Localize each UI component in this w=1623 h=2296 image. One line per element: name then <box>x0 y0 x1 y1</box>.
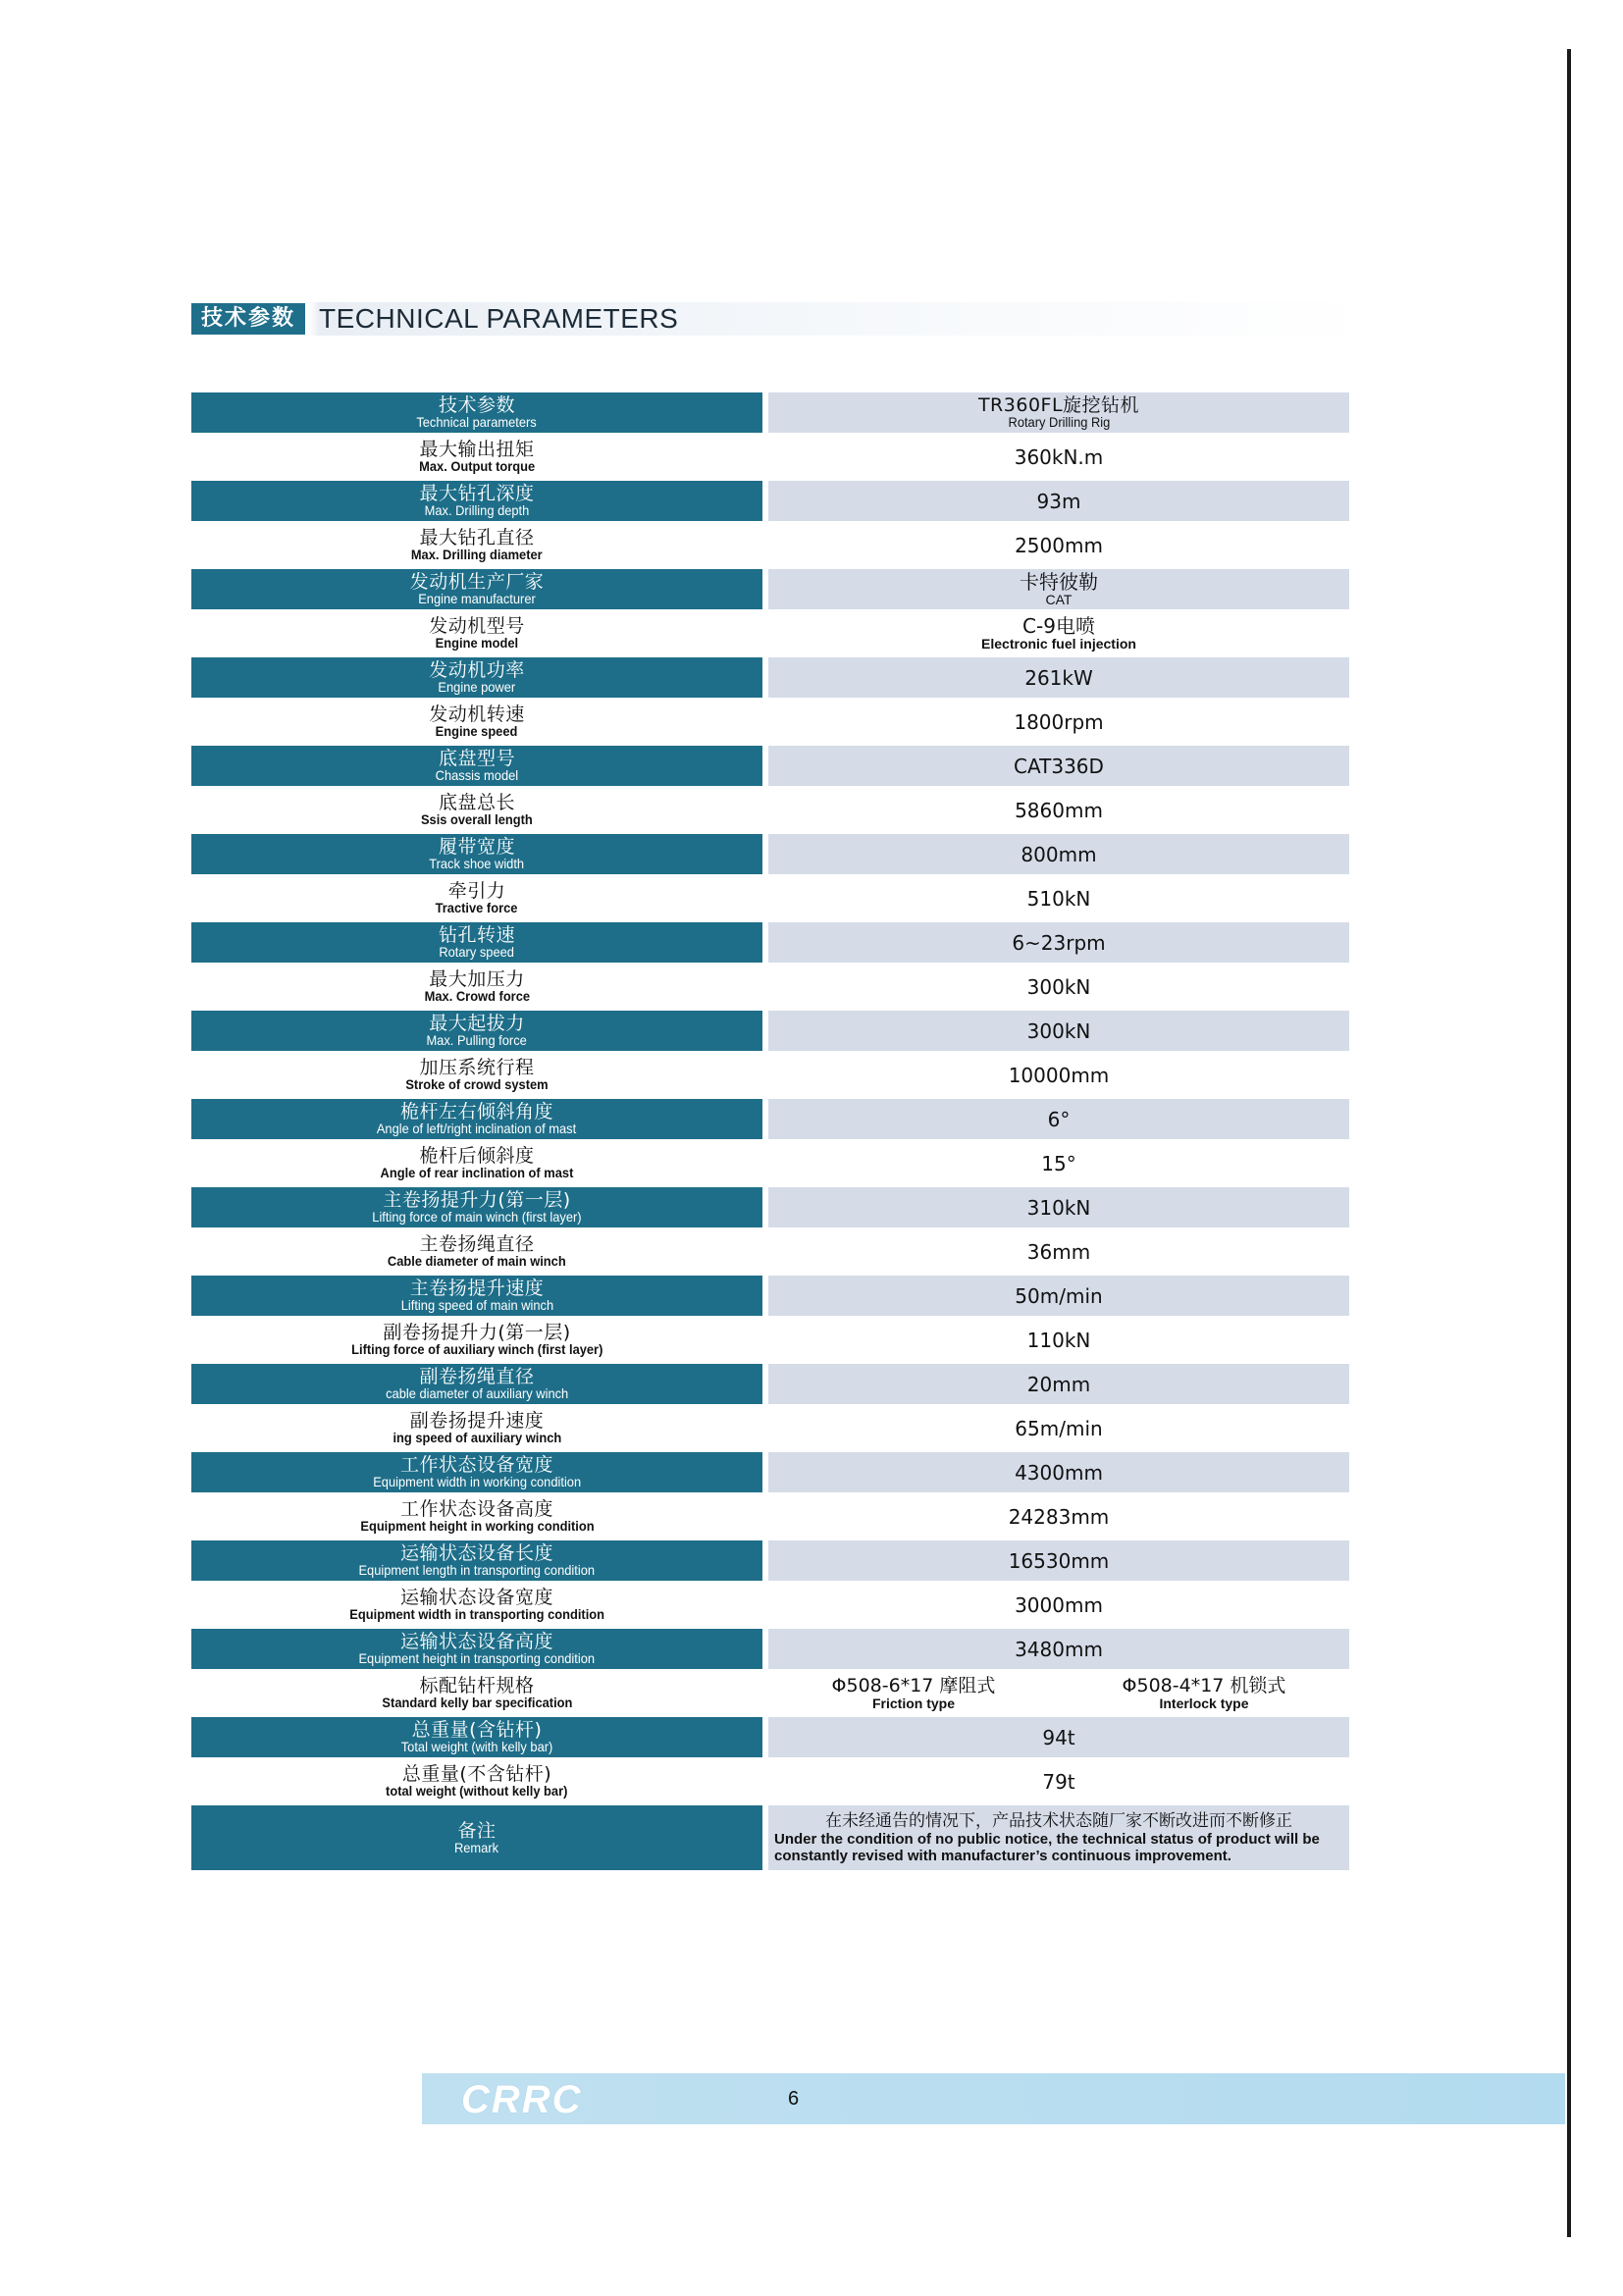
param-value: C-9电喷 <box>1022 614 1095 638</box>
param-cn: 最大起拔力 <box>429 1013 525 1034</box>
param-value: 6~23rpm <box>1012 930 1106 955</box>
param-en: Engine model <box>435 635 519 651</box>
kelly-friction-type: Friction type <box>871 1696 955 1711</box>
remark-label-cell <box>191 1805 762 1870</box>
param-value: 360kN.m <box>1014 444 1104 469</box>
param-value-sub: Electronic fuel injection <box>981 636 1136 652</box>
param-cell <box>191 1229 762 1274</box>
table-row-remark <box>191 1803 1349 1872</box>
param-value: 3480mm <box>1015 1637 1103 1661</box>
param-cn: 底盘总长 <box>438 792 515 813</box>
param-header-cell <box>191 392 762 433</box>
value-cell <box>768 834 1349 874</box>
param-value: 1800rpm <box>1014 709 1104 734</box>
remark-value-en: Under the condition of no public notice, the technical status of product will be constantly revised with manufacturer’s continuous improvement. <box>774 1831 1320 1864</box>
param-en: ing speed of auxiliary winch <box>393 1430 561 1445</box>
param-value: 16530mm <box>1008 1548 1110 1573</box>
param-en: Max. Drilling depth <box>424 502 530 518</box>
param-value: 卡特彼勒 <box>1020 570 1098 594</box>
param-cn: 加压系统行程 <box>419 1057 535 1078</box>
param-value: 10000mm <box>1008 1063 1110 1087</box>
param-en: Stroke of crowd system <box>405 1076 549 1092</box>
param-cn: 发动机型号 <box>429 615 525 637</box>
value-cell <box>768 746 1349 786</box>
remark-value-cell <box>768 1805 1349 1870</box>
param-cn: 副卷扬提升速度 <box>409 1410 545 1432</box>
param-cell <box>191 1364 762 1404</box>
value-cell <box>768 965 1349 1009</box>
model-header-en: Rotary Drilling Rig <box>1008 414 1110 430</box>
value-cell <box>768 1276 1349 1316</box>
param-cell <box>191 1011 762 1051</box>
param-cn: 最大钻孔深度 <box>419 483 535 504</box>
param-en: Total weight (with kelly bar) <box>400 1739 553 1754</box>
value-cell <box>768 788 1349 832</box>
value-cell <box>768 876 1349 920</box>
param-en: Max. Crowd force <box>424 988 530 1004</box>
param-value: 15° <box>1041 1151 1076 1175</box>
param-cn: 桅杆后倾斜度 <box>419 1145 535 1167</box>
param-cn: 主卷扬提升速度 <box>409 1278 545 1299</box>
param-en: Lifting force of auxiliary winch (first layer) <box>350 1341 603 1357</box>
value-cell <box>768 611 1349 655</box>
param-cn: 副卷扬提升力(第一层) <box>383 1322 571 1343</box>
param-value: 261kW <box>1024 665 1093 690</box>
param-value: 4300mm <box>1015 1460 1103 1485</box>
spec-table <box>191 391 1349 1872</box>
param-cell <box>191 788 762 832</box>
param-value: 5860mm <box>1015 798 1103 822</box>
value-cell <box>768 523 1349 567</box>
value-cell <box>768 1452 1349 1492</box>
value-cell <box>768 1229 1349 1274</box>
param-en: total weight (without kelly bar) <box>386 1783 568 1799</box>
param-cell <box>191 700 762 744</box>
table-row <box>191 435 1349 479</box>
param-cell <box>191 922 762 963</box>
param-value: 94t <box>1042 1725 1075 1749</box>
param-cn: 主卷扬提升力(第一层) <box>383 1189 571 1211</box>
param-cn: 牵引力 <box>447 880 506 902</box>
table-row <box>191 1539 1349 1583</box>
param-value: 24283mm <box>1008 1504 1110 1529</box>
table-row <box>191 1141 1349 1185</box>
value-cell <box>768 1141 1349 1185</box>
param-cn: 副卷扬绳直径 <box>419 1366 535 1387</box>
param-en: Max. Pulling force <box>426 1032 528 1048</box>
param-cell <box>191 876 762 920</box>
table-row <box>191 1450 1349 1494</box>
model-header-cell <box>768 392 1349 433</box>
param-value: 50m/min <box>1015 1283 1103 1308</box>
section-header <box>191 302 1369 336</box>
param-en: Engine speed <box>436 723 518 739</box>
remark-cn: 备注 <box>457 1819 497 1842</box>
param-cell <box>191 657 762 698</box>
table-row <box>191 876 1349 920</box>
value-cell <box>768 1759 1349 1803</box>
param-cn: 最大钻孔直径 <box>419 527 535 548</box>
param-cell <box>191 1629 762 1669</box>
param-cn: 工作状态设备宽度 <box>399 1454 553 1476</box>
param-cell <box>191 1053 762 1097</box>
kelly-interlock-value: Φ508-4*17 机锁式 <box>1122 1675 1286 1696</box>
param-en: Lifting force of main winch (first layer) <box>372 1209 582 1225</box>
param-en: Equipment height in working condition <box>359 1518 595 1534</box>
param-value: 6° <box>1047 1107 1071 1131</box>
param-en: Lifting speed of main winch <box>400 1297 553 1313</box>
param-en: Max. Output torque <box>418 458 536 474</box>
param-cell <box>191 611 762 655</box>
remark-value-cn: 在未经通告的情况下，产品技术状态随厂家不断改进而不断修正 <box>825 1811 1292 1831</box>
value-cell <box>768 657 1349 698</box>
table-row <box>191 1715 1349 1759</box>
param-value: 110kN <box>1026 1328 1091 1352</box>
value-cell <box>768 1406 1349 1450</box>
param-cn: 发动机转速 <box>429 704 525 725</box>
param-cell <box>191 1759 762 1803</box>
section-title-en: TECHNICAL PARAMETERS <box>319 303 679 334</box>
scan-edge <box>1567 49 1571 2237</box>
table-row <box>191 920 1349 965</box>
value-cell <box>768 435 1349 479</box>
param-cell <box>191 1276 762 1316</box>
table-row <box>191 1274 1349 1318</box>
param-value: 300kN <box>1026 974 1091 999</box>
table-row <box>191 523 1349 567</box>
param-value: 2500mm <box>1015 533 1103 557</box>
param-cn: 主卷扬绳直径 <box>419 1233 535 1255</box>
value-cell <box>768 569 1349 609</box>
param-en: Equipment width in transporting condition <box>349 1606 604 1622</box>
param-header-en: Technical parameters <box>416 414 538 430</box>
param-en: Angle of left/right inclination of mast <box>377 1121 577 1136</box>
table-row <box>191 744 1349 788</box>
param-en: Max. Drilling diameter <box>411 547 543 562</box>
param-cell <box>191 569 762 609</box>
value-cell <box>768 1717 1349 1757</box>
param-en: Engine manufacturer <box>418 591 536 606</box>
param-cell <box>191 1452 762 1492</box>
param-cell <box>191 1717 762 1757</box>
param-en: Rotary speed <box>439 944 515 960</box>
param-cn: 运输状态设备宽度 <box>399 1587 553 1608</box>
param-value: 36mm <box>1026 1239 1091 1264</box>
param-cell <box>191 746 762 786</box>
param-value: 79t <box>1042 1769 1075 1794</box>
value-cell <box>768 1494 1349 1539</box>
param-cell <box>191 1187 762 1227</box>
param-cell <box>191 435 762 479</box>
param-cell <box>191 834 762 874</box>
param-cn: 发动机功率 <box>429 659 525 681</box>
param-en: Tractive force <box>436 900 518 915</box>
param-en: Equipment length in transporting condition <box>358 1562 596 1578</box>
table-row <box>191 1583 1349 1627</box>
value-cell <box>768 922 1349 963</box>
param-en: Track shoe width <box>429 856 525 871</box>
param-cn: 总重量(含钻杆) <box>411 1719 543 1741</box>
param-cell <box>191 1671 762 1715</box>
param-value: 3000mm <box>1015 1592 1103 1617</box>
param-cn: 标配钻杆规格 <box>419 1675 535 1696</box>
param-cell <box>191 965 762 1009</box>
param-value: 310kN <box>1026 1195 1091 1220</box>
param-en: Chassis model <box>435 767 519 783</box>
param-cn: 钻孔转速 <box>438 924 515 946</box>
table-row <box>191 1185 1349 1229</box>
param-cell <box>191 1406 762 1450</box>
param-en: Ssis overall length <box>421 811 533 827</box>
param-cell <box>191 1494 762 1539</box>
table-row <box>191 1759 1349 1803</box>
page-number: 6 <box>788 2088 800 2110</box>
param-cn: 最大加压力 <box>429 968 525 990</box>
value-cell <box>768 481 1349 521</box>
table-row <box>191 479 1349 523</box>
kelly-interlock <box>1123 1675 1286 1711</box>
param-cn: 总重量(不含钻杆) <box>401 1763 552 1785</box>
table-row-kelly <box>191 1671 1349 1715</box>
value-cell <box>768 700 1349 744</box>
table-row <box>191 1318 1349 1362</box>
value-cell <box>768 1187 1349 1227</box>
param-cn: 桅杆左右倾斜角度 <box>399 1101 553 1122</box>
kelly-friction-value: Φ508-6*17 摩阻式 <box>831 1675 996 1696</box>
param-value: 65m/min <box>1015 1416 1103 1440</box>
table-header-row <box>191 391 1349 435</box>
param-cell <box>191 1141 762 1185</box>
value-cell <box>768 1629 1349 1669</box>
table-row <box>191 788 1349 832</box>
param-cn: 发动机生产厂家 <box>409 571 545 593</box>
kelly-options <box>768 1675 1349 1711</box>
param-cell <box>191 1099 762 1139</box>
table-row <box>191 1009 1349 1053</box>
param-cell <box>191 481 762 521</box>
value-cell <box>768 1011 1349 1051</box>
table-row <box>191 1229 1349 1274</box>
param-cn: 工作状态设备高度 <box>399 1498 553 1520</box>
remark-en: Remark <box>454 1839 499 1855</box>
table-row <box>191 832 1349 876</box>
param-cell <box>191 1540 762 1581</box>
value-cell <box>768 1099 1349 1139</box>
table-row <box>191 567 1349 611</box>
param-cn: 运输状态设备高度 <box>399 1631 553 1652</box>
table-row <box>191 1362 1349 1406</box>
model-header-cn: TR360FL旋挖钻机 <box>977 394 1140 416</box>
param-cn: 底盘型号 <box>438 748 515 769</box>
param-value: 300kN <box>1026 1018 1091 1043</box>
param-value: 20mm <box>1026 1372 1091 1396</box>
section-title-cn: 技术参数 <box>191 303 305 335</box>
table-row <box>191 611 1349 655</box>
table-row <box>191 1053 1349 1097</box>
value-cell <box>768 1540 1349 1581</box>
value-cell <box>768 1364 1349 1404</box>
param-value: 93m <box>1036 489 1081 513</box>
param-en: cable diameter of auxiliary winch <box>385 1385 569 1401</box>
table-row <box>191 700 1349 744</box>
param-en: Equipment width in working condition <box>373 1474 581 1489</box>
value-cell <box>768 1671 1349 1715</box>
footer-band <box>422 2073 1565 2124</box>
param-value: CAT336D <box>1014 754 1104 778</box>
param-value: 510kN <box>1026 886 1091 911</box>
crrc-logo: CRRC <box>461 2078 583 2121</box>
kelly-interlock-type: Interlock type <box>1159 1696 1249 1711</box>
param-en: Engine power <box>438 679 516 695</box>
param-en: Cable diameter of main winch <box>388 1253 566 1269</box>
kelly-friction <box>832 1675 996 1711</box>
param-en: Standard kelly bar specification <box>381 1695 572 1710</box>
table-row <box>191 655 1349 700</box>
param-en: Equipment height in transporting condition <box>358 1650 596 1666</box>
value-cell <box>768 1318 1349 1362</box>
table-row <box>191 1627 1349 1671</box>
value-cell <box>768 1583 1349 1627</box>
table-row <box>191 1406 1349 1450</box>
param-value-sub: CAT <box>1045 592 1073 607</box>
param-cn: 运输状态设备长度 <box>399 1542 553 1564</box>
param-value: 800mm <box>1021 842 1097 866</box>
table-row <box>191 1494 1349 1539</box>
param-header-cn: 技术参数 <box>438 394 515 416</box>
param-en: Angle of rear inclination of mast <box>380 1165 574 1180</box>
table-row <box>191 965 1349 1009</box>
value-cell <box>768 1053 1349 1097</box>
param-cell <box>191 523 762 567</box>
param-cell <box>191 1583 762 1627</box>
table-row <box>191 1097 1349 1141</box>
param-cn: 最大输出扭矩 <box>419 439 535 460</box>
param-cn: 履带宽度 <box>438 836 515 858</box>
param-cell <box>191 1318 762 1362</box>
